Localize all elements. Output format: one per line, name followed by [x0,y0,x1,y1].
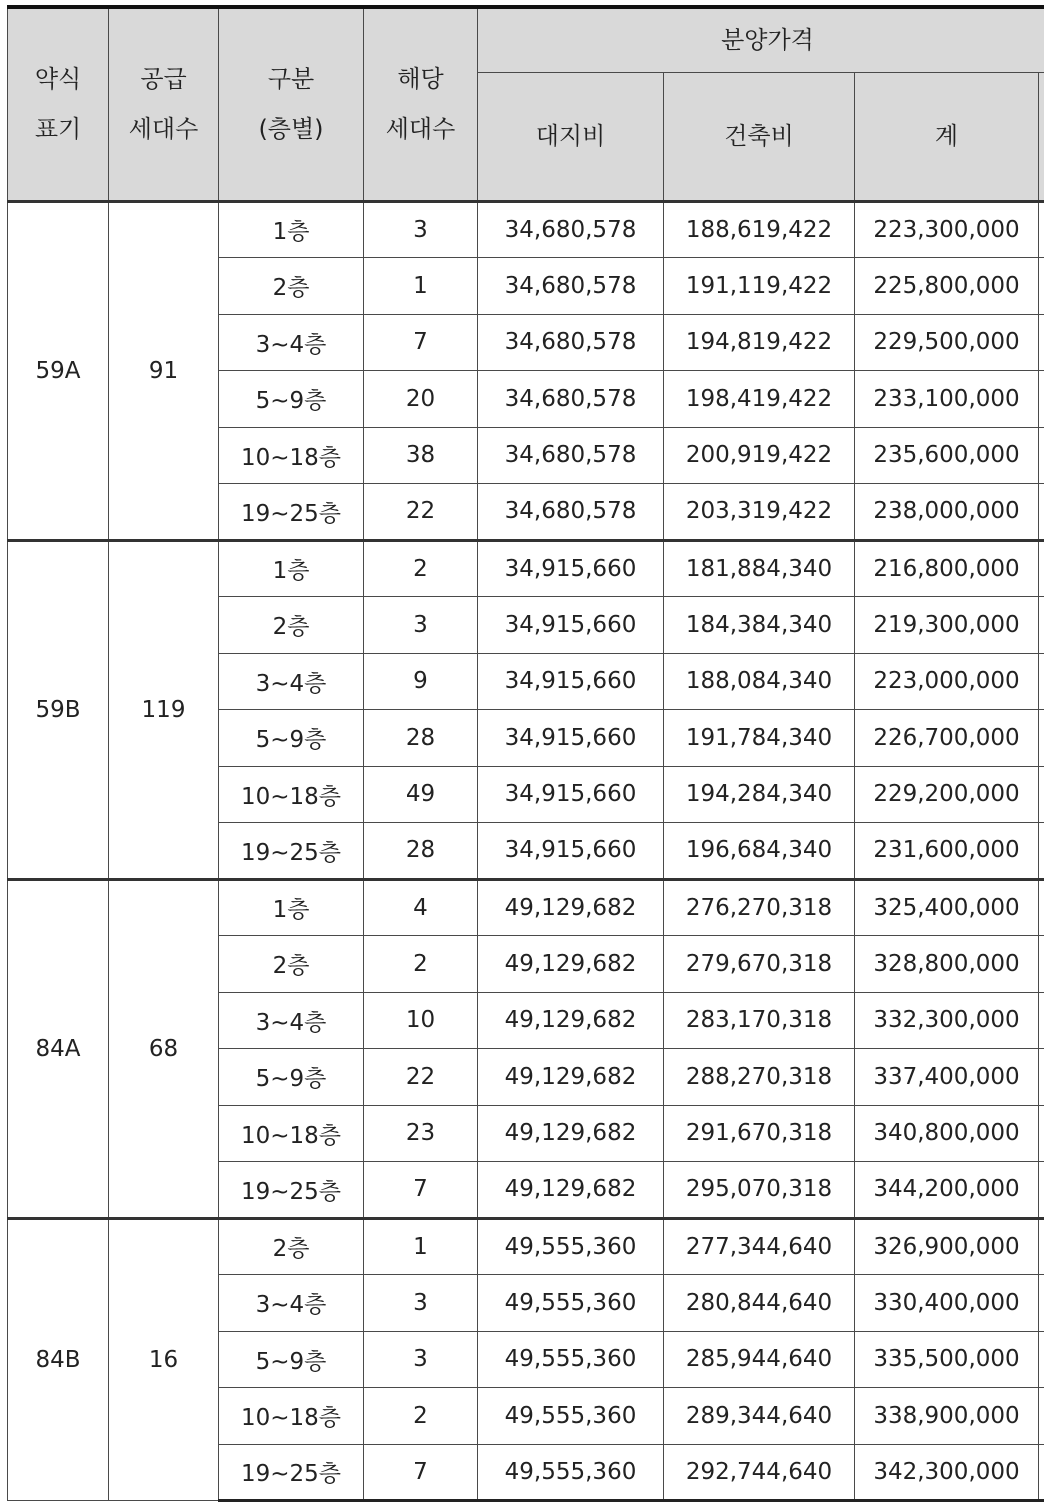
unit-count-cell: 3 [364,1275,478,1332]
header-supply-line1: 공급 [140,65,187,94]
extra-column-cell [1039,1388,1044,1445]
land-cost-cell: 49,129,682 [478,1162,664,1219]
extra-column-cell [1039,258,1044,315]
extra-column-cell [1039,540,1044,597]
floor-range-cell: 19~25층 [219,823,364,880]
extra-column-cell [1039,427,1044,484]
unit-count-cell: 3 [364,597,478,654]
land-cost-cell: 49,129,682 [478,879,664,936]
extra-column-cell [1039,314,1044,371]
land-cost-cell: 34,915,660 [478,766,664,823]
unit-count-cell: 1 [364,258,478,315]
unit-count-cell: 28 [364,710,478,767]
total-price-cell: 223,300,000 [855,201,1039,258]
land-cost-cell: 34,680,578 [478,427,664,484]
land-cost-cell: 49,555,360 [478,1218,664,1275]
floor-range-cell: 1층 [219,879,364,936]
total-price-cell: 332,300,000 [855,992,1039,1049]
floor-range-cell: 2층 [219,1218,364,1275]
table-row [8,540,1044,597]
floor-range-cell: 3~4층 [219,1275,364,1332]
table-row [8,879,1044,936]
unit-count-cell: 23 [364,1105,478,1162]
unit-count-cell: 10 [364,992,478,1049]
unit-count-cell: 7 [364,1444,478,1501]
header-units-line2: 세대수 [385,115,456,144]
header-abbr-line1: 약식 [34,65,82,94]
header-division [219,7,364,201]
land-cost-cell: 34,915,660 [478,710,664,767]
header-division-line1: 구분 [267,65,315,94]
total-price-cell: 225,800,000 [855,258,1039,315]
floor-range-cell: 10~18층 [219,1388,364,1445]
build-cost-cell: 196,684,340 [664,823,855,880]
supply-units-cell: 68 [109,879,219,1218]
build-cost-cell: 289,344,640 [664,1388,855,1445]
extra-column-cell [1039,597,1044,654]
type-abbr-cell: 84B [8,1218,109,1501]
build-cost-cell: 295,070,318 [664,1162,855,1219]
extra-column-cell [1039,1162,1044,1219]
extra-column-cell [1039,1444,1044,1501]
floor-range-cell: 10~18층 [219,1105,364,1162]
total-price-cell: 223,000,000 [855,653,1039,710]
total-price-cell: 344,200,000 [855,1162,1039,1219]
header-total: 계 [855,72,1039,201]
unit-count-cell: 7 [364,1162,478,1219]
floor-range-cell: 2층 [219,258,364,315]
build-cost-cell: 288,270,318 [664,1049,855,1106]
table-header [8,7,1044,201]
total-price-cell: 328,800,000 [855,936,1039,993]
build-cost-cell: 292,744,640 [664,1444,855,1501]
total-price-cell: 335,500,000 [855,1331,1039,1388]
total-price-cell: 229,200,000 [855,766,1039,823]
header-extra-column [1039,72,1044,201]
extra-column-cell [1039,653,1044,710]
total-price-cell: 238,000,000 [855,484,1039,541]
floor-range-cell: 5~9층 [219,710,364,767]
total-price-cell: 342,300,000 [855,1444,1039,1501]
supply-units-cell: 119 [109,540,219,879]
build-cost-cell: 283,170,318 [664,992,855,1049]
unit-count-cell: 9 [364,653,478,710]
build-cost-cell: 194,819,422 [664,314,855,371]
extra-column-cell [1039,1218,1044,1275]
floor-range-cell: 3~4층 [219,992,364,1049]
floor-range-cell: 5~9층 [219,1049,364,1106]
total-price-cell: 326,900,000 [855,1218,1039,1275]
land-cost-cell: 34,680,578 [478,314,664,371]
unit-count-cell: 20 [364,371,478,428]
total-price-cell: 325,400,000 [855,879,1039,936]
land-cost-cell: 34,680,578 [478,484,664,541]
land-cost-cell: 49,129,682 [478,1105,664,1162]
header-price-group: 분양가격 [478,7,1044,72]
extra-column-cell [1039,484,1044,541]
land-cost-cell: 49,129,682 [478,992,664,1049]
total-price-cell: 338,900,000 [855,1388,1039,1445]
build-cost-cell: 279,670,318 [664,936,855,993]
land-cost-cell: 34,915,660 [478,653,664,710]
total-price-cell: 226,700,000 [855,710,1039,767]
floor-range-cell: 10~18층 [219,427,364,484]
build-cost-cell: 276,270,318 [664,879,855,936]
unit-count-cell: 28 [364,823,478,880]
extra-column-cell [1039,1275,1044,1332]
build-cost-cell: 198,419,422 [664,371,855,428]
total-price-cell: 233,100,000 [855,371,1039,428]
total-price-cell: 231,600,000 [855,823,1039,880]
land-cost-cell: 49,129,682 [478,936,664,993]
price-table [7,5,1044,1502]
type-abbr-cell: 84A [8,879,109,1218]
extra-column-cell [1039,823,1044,880]
land-cost-cell: 34,680,578 [478,201,664,258]
header-abbr-line2: 표기 [34,115,82,144]
build-cost-cell: 200,919,422 [664,427,855,484]
header-units [364,7,478,201]
extra-column-cell [1039,1331,1044,1388]
floor-range-cell: 2층 [219,597,364,654]
header-supply-line2: 세대수 [128,115,199,144]
extra-column-cell [1039,992,1044,1049]
build-cost-cell: 285,944,640 [664,1331,855,1388]
unit-count-cell: 3 [364,201,478,258]
type-abbr-cell: 59B [8,540,109,879]
land-cost-cell: 34,915,660 [478,823,664,880]
build-cost-cell: 191,119,422 [664,258,855,315]
unit-count-cell: 1 [364,1218,478,1275]
unit-count-cell: 2 [364,540,478,597]
table-row [8,201,1044,258]
extra-column-cell [1039,371,1044,428]
total-price-cell: 216,800,000 [855,540,1039,597]
land-cost-cell: 34,680,578 [478,371,664,428]
unit-count-cell: 22 [364,1049,478,1106]
extra-column-cell [1039,1105,1044,1162]
build-cost-cell: 203,319,422 [664,484,855,541]
unit-count-cell: 22 [364,484,478,541]
floor-range-cell: 2층 [219,936,364,993]
land-cost-cell: 49,555,360 [478,1331,664,1388]
extra-column-cell [1039,710,1044,767]
extra-column-cell [1039,766,1044,823]
unit-count-cell: 2 [364,1388,478,1445]
land-cost-cell: 34,680,578 [478,258,664,315]
build-cost-cell: 188,084,340 [664,653,855,710]
land-cost-cell: 34,915,660 [478,540,664,597]
unit-count-cell: 38 [364,427,478,484]
floor-range-cell: 5~9층 [219,1331,364,1388]
unit-count-cell: 49 [364,766,478,823]
extra-column-cell [1039,936,1044,993]
extra-column-cell [1039,1049,1044,1106]
header-units-line1: 해당 [397,65,444,94]
supply-units-cell: 91 [109,201,219,540]
header-build-cost: 건축비 [664,72,855,201]
table-row [8,1218,1044,1275]
land-cost-cell: 49,555,360 [478,1275,664,1332]
floor-range-cell: 10~18층 [219,766,364,823]
floor-range-cell: 1층 [219,201,364,258]
total-price-cell: 219,300,000 [855,597,1039,654]
header-division-line2: (층별) [258,115,324,144]
type-abbr-cell: 59A [8,201,109,540]
header-supply-units [109,7,219,201]
total-price-cell: 229,500,000 [855,314,1039,371]
unit-count-cell: 2 [364,936,478,993]
extra-column-cell [1039,201,1044,258]
extra-column-cell [1039,879,1044,936]
unit-count-cell: 3 [364,1331,478,1388]
floor-range-cell: 5~9층 [219,371,364,428]
build-cost-cell: 280,844,640 [664,1275,855,1332]
unit-count-cell: 7 [364,314,478,371]
build-cost-cell: 181,884,340 [664,540,855,597]
floor-range-cell: 1층 [219,540,364,597]
build-cost-cell: 277,344,640 [664,1218,855,1275]
floor-range-cell: 3~4층 [219,314,364,371]
floor-range-cell: 19~25층 [219,484,364,541]
total-price-cell: 337,400,000 [855,1049,1039,1106]
total-price-cell: 235,600,000 [855,427,1039,484]
table-body [8,201,1044,1501]
build-cost-cell: 291,670,318 [664,1105,855,1162]
header-land-cost: 대지비 [478,72,664,201]
floor-range-cell: 19~25층 [219,1444,364,1501]
land-cost-cell: 34,915,660 [478,597,664,654]
land-cost-cell: 49,129,682 [478,1049,664,1106]
floor-range-cell: 3~4층 [219,653,364,710]
build-cost-cell: 191,784,340 [664,710,855,767]
unit-count-cell: 4 [364,879,478,936]
build-cost-cell: 188,619,422 [664,201,855,258]
land-cost-cell: 49,555,360 [478,1388,664,1445]
total-price-cell: 330,400,000 [855,1275,1039,1332]
build-cost-cell: 184,384,340 [664,597,855,654]
build-cost-cell: 194,284,340 [664,766,855,823]
total-price-cell: 340,800,000 [855,1105,1039,1162]
header-abbr [8,7,109,201]
land-cost-cell: 49,555,360 [478,1444,664,1501]
supply-units-cell: 16 [109,1218,219,1501]
floor-range-cell: 19~25층 [219,1162,364,1219]
